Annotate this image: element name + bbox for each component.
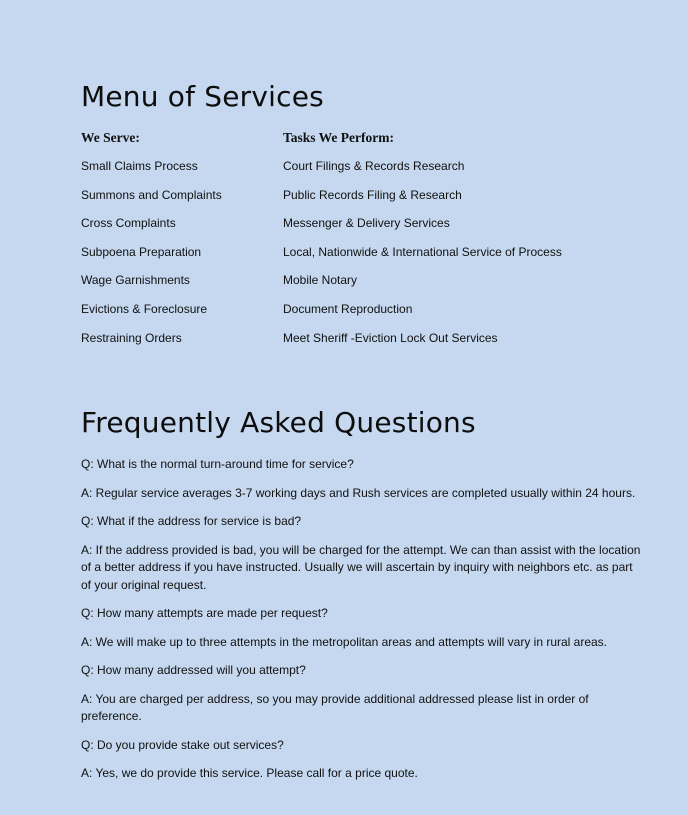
faq-question: Q: How many addressed will you attempt? xyxy=(81,663,306,677)
task-item: Messenger & Delivery Services xyxy=(283,216,450,231)
faq-list xyxy=(81,456,641,783)
we-serve-item: Evictions & Foreclosure xyxy=(81,301,208,316)
we-serve-item: Cross Complaints xyxy=(81,216,176,231)
faq-answer: A: Regular service averages 3-7 working days and Rush services are completed usually within 24 hours. xyxy=(81,485,636,500)
we-serve-item: Subpoena Preparation xyxy=(81,244,202,259)
we-serve-column xyxy=(81,130,222,359)
faq-question: Q: Do you provide stake out services? xyxy=(81,737,284,752)
faq-answer: A: We will make up to three attempts in the metropolitan areas and attempts will vary in rural areas. xyxy=(81,634,608,649)
faq-question: Q: How many attempts are made per request? xyxy=(81,606,328,620)
faq-question: Q: What if the address for service is bad? xyxy=(81,514,302,528)
we-serve-item: Wage Garnishments xyxy=(81,273,190,288)
we-serve-item: Summons and Complaints xyxy=(81,187,222,202)
task-item: Mobile Notary xyxy=(283,273,358,288)
we-serve-item: Small Claims Process xyxy=(81,159,198,173)
task-item: Court Filings & Records Research xyxy=(283,159,465,173)
task-item: Meet Sheriff -Eviction Lock Out Services xyxy=(283,330,498,345)
task-item: Local, Nationwide & International Service of Process xyxy=(283,244,562,259)
we-serve-heading: We Serve: xyxy=(81,130,140,145)
faq-answer: A: If the address provided is bad, you will be charged for the attempt. We can than assist with the location of a better address if you have instructed. Usually we will ascertain by inquiry with neighbors etc. as part of your original request. xyxy=(81,542,641,592)
we-serve-item: Restraining Orders xyxy=(81,330,182,345)
tasks-heading: Tasks We Perform: xyxy=(283,130,394,145)
task-item: Document Reproduction xyxy=(283,301,413,316)
task-item: Public Records Filing & Research xyxy=(283,187,462,202)
menu-of-services-title: Menu of Services xyxy=(81,80,324,113)
tasks-column xyxy=(283,130,562,359)
faq-answer: A: You are charged per address, so you may provide additional addressed please list in order of preference. xyxy=(81,691,589,723)
faq-answer: A: Yes, we do provide this service. Please call for a price quote. xyxy=(81,766,418,780)
faq-question: Q: What is the normal turn-around time for service? xyxy=(81,457,354,471)
faq-title: Frequently Asked Questions xyxy=(81,406,476,439)
